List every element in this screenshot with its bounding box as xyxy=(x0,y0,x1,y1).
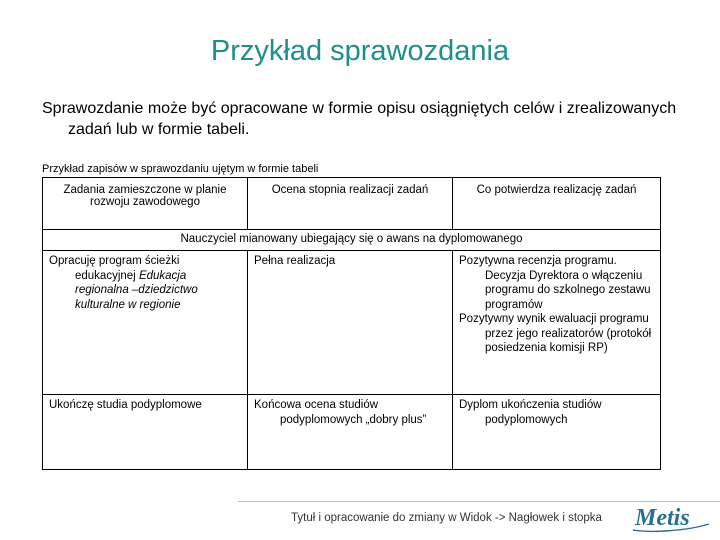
span-row-label: Nauczyciel mianowany ubiegający się o awans na dyplomowanego xyxy=(43,230,661,251)
table-row xyxy=(43,251,661,395)
row1-task-italic: Edukacja regionalna –dziedzictwo kulturalne w regionie xyxy=(75,269,198,311)
intro-paragraph: Sprawozdanie może być opracowane w formie opisu osiągniętych celów i zrealizowanych zadań lub w formie tabeli. xyxy=(42,100,677,138)
row1-task-text xyxy=(49,254,241,312)
table-header-row xyxy=(43,178,661,230)
logo-text: Metis xyxy=(635,505,690,531)
row2-evidence xyxy=(453,395,661,470)
report-table xyxy=(42,177,661,470)
row2-assessment-text: Końcowa ocena studiów podyplomowych „dobry plus” xyxy=(254,399,427,426)
row2-evidence-text: Dyplom ukończenia studiów podyplomowych xyxy=(459,399,602,426)
metis-logo xyxy=(631,500,711,534)
row2-task xyxy=(43,395,248,470)
row1-assessment-text: Pełna realizacja xyxy=(254,255,336,267)
header-assessment: Ocena stopnia realizacji zadań xyxy=(248,178,453,230)
row1-task xyxy=(43,251,248,395)
footer-text: Tytuł i opracowanie do zmiany w Widok -> Nagłowek i stopka xyxy=(291,512,602,524)
table-caption: Przykład zapisów w sprawozdaniu ujętym w formie tabeli xyxy=(42,163,319,175)
row2-assessment xyxy=(248,395,453,470)
slide-title: Przykład sprawozdania xyxy=(210,35,510,67)
header-tasks: Zadania zamieszczone w planie rozwoju zawodowego xyxy=(43,178,248,230)
header-evidence: Co potwierdza realizację zadań xyxy=(453,178,661,230)
row2-task-text: Ukończę studia podyplomowe xyxy=(49,399,202,411)
table-span-row xyxy=(43,230,661,251)
row1-evidence xyxy=(453,251,661,395)
table-row xyxy=(43,395,661,470)
row1-evidence-1: Pozytywna recenzja programu. xyxy=(459,255,617,267)
row1-evidence-2: Decyzja Dyrektora o włączeniu programu do szkolnego zestawu programów xyxy=(485,269,651,311)
row1-task-prefix: Opracuję program ścieżki edukacyjnej xyxy=(49,255,180,282)
row1-assessment xyxy=(248,251,453,395)
row1-evidence-3: Pozytywny wynik ewaluacji programu przez jego realizatorów (protokół posiedzenia komisji RP) xyxy=(459,313,652,354)
